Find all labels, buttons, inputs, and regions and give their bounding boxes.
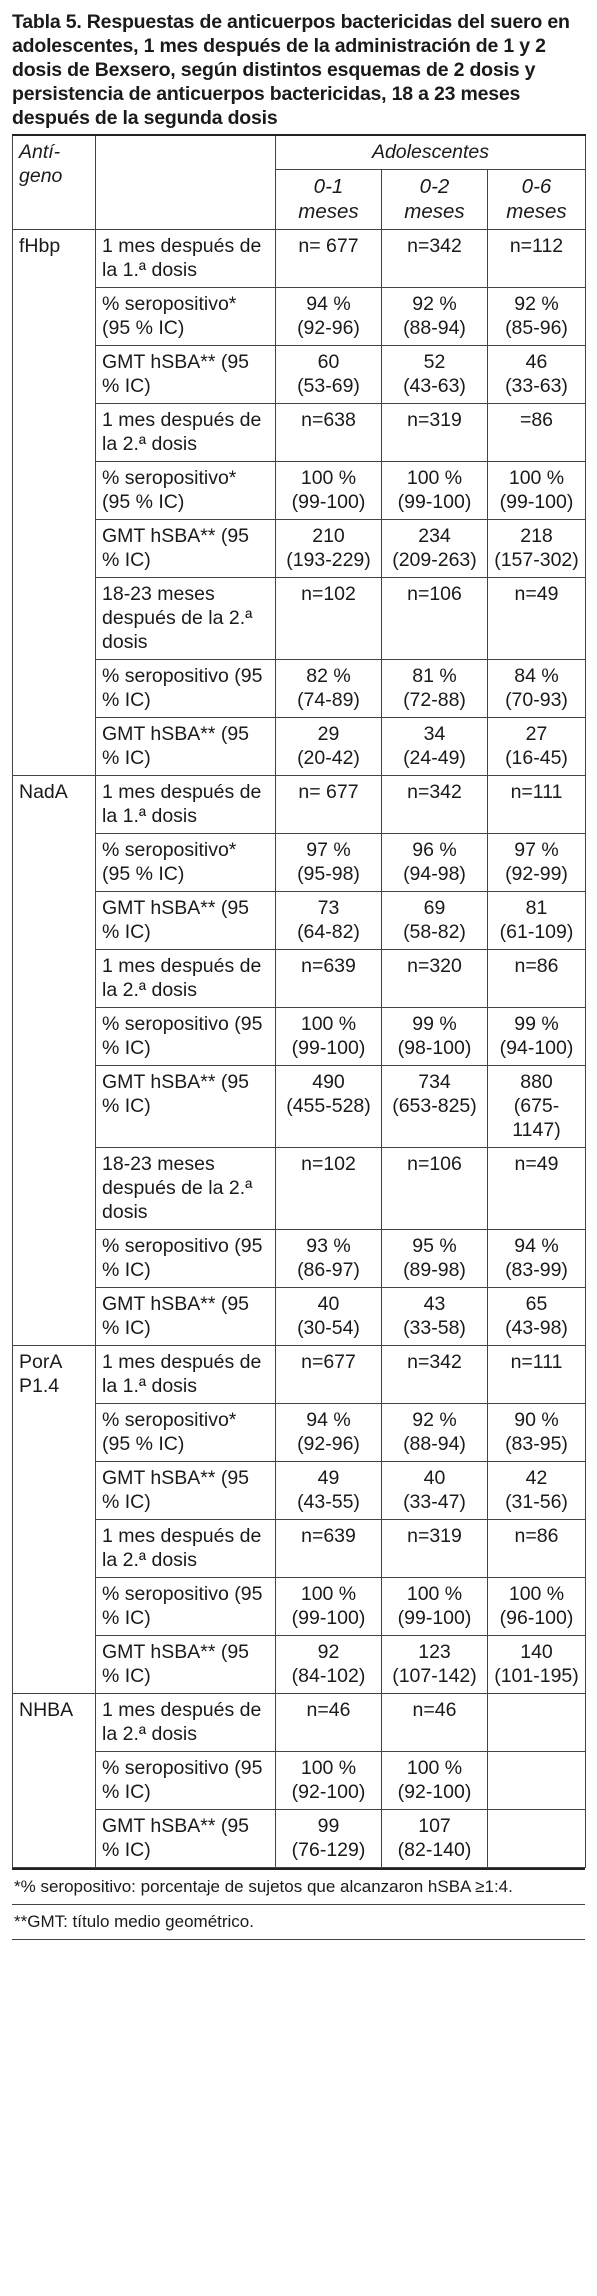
row-label: % seropositivo* (95 % IC) [96,288,276,346]
cell-value: n=319 [407,409,462,431]
value-cell [382,1066,488,1148]
cell-value: n=46 [412,1699,457,1721]
table-row [13,776,586,834]
cell-value: 234 [418,525,451,547]
cell-ci: (16-45) [505,747,568,769]
cell-ci: (99-100) [397,491,472,513]
value-cell [488,892,586,950]
table-row [13,1462,586,1520]
value-cell [276,1404,382,1462]
cell-value: 100 % [406,467,463,489]
value-cell [382,1288,488,1346]
value-cell [276,1288,382,1346]
cell-ci: (101-195) [494,1665,579,1687]
cell-ci: (653-825) [392,1095,477,1117]
cell-ci: (94-98) [403,863,466,885]
value-cell [488,1810,586,1868]
table-row [13,462,586,520]
table-row [13,1694,586,1752]
cell-ci: (24-49) [403,747,466,769]
cell-value: 81 [525,897,548,919]
cell-ci: (30-54) [297,1317,360,1339]
cell-value: 880 [520,1071,553,1093]
table-row [13,660,586,718]
value-cell [382,1008,488,1066]
value-cell [382,1578,488,1636]
cell-ci: (95-98) [297,863,360,885]
cell-value: 107 [418,1815,451,1837]
cell-ci: (20-42) [297,747,360,769]
value-cell [488,1230,586,1288]
value-cell [382,230,488,288]
cell-ci: (92-100) [397,1781,472,1803]
value-cell [276,230,382,288]
cell-ci: (82-140) [397,1839,472,1861]
table-caption [12,10,585,130]
cell-ci: (99-100) [291,1037,366,1059]
cell-value: 100 % [300,1757,357,1779]
value-cell [488,1520,586,1578]
row-label: 18-23 meses después de la 2.ª dosis [96,578,276,660]
cell-ci: (107-142) [392,1665,477,1687]
value-cell [382,1810,488,1868]
cell-value: n=111 [510,1351,563,1373]
table-row [13,1404,586,1462]
antibody-response-table [12,134,586,1868]
value-cell [488,1636,586,1694]
cell-value: n=639 [301,955,356,977]
value-cell [488,1148,586,1230]
value-cell [276,404,382,462]
cell-value: n=106 [407,1153,462,1175]
value-cell [488,346,586,404]
table-row [13,1008,586,1066]
cell-ci: (72-88) [403,689,466,711]
cell-value: 46 [525,351,548,373]
cell-value: 100 % [300,1013,357,1035]
schedule-header: 0-6 meses [488,170,586,230]
value-cell [488,776,586,834]
cell-ci: (99-100) [291,1607,366,1629]
cell-ci: (43-55) [297,1491,360,1513]
cell-value: n=49 [514,1153,559,1175]
cell-value: 96 % [412,839,457,861]
cell-ci: (99-100) [499,491,574,513]
value-cell [276,1148,382,1230]
cell-ci: (88-94) [403,1433,466,1455]
cell-value: n=319 [407,1525,462,1547]
antigen-column-header: Antí- geno [13,135,96,230]
cell-value: 92 % [412,293,457,315]
row-label: GMT hSBA** (95 % IC) [96,1288,276,1346]
value-cell [276,520,382,578]
value-cell [488,462,586,520]
value-cell [488,1752,586,1810]
cell-value: n=342 [407,781,462,803]
cell-ci: (33-63) [505,375,568,397]
value-cell [382,404,488,462]
value-cell [276,1752,382,1810]
value-cell [276,1520,382,1578]
value-cell [488,404,586,462]
cell-ci: (455-528) [286,1095,371,1117]
value-cell [276,1230,382,1288]
row-label: % seropositivo* (95 % IC) [96,462,276,520]
cell-value: n= 677 [298,781,359,803]
cell-value: 99 [317,1815,340,1837]
row-label: GMT hSBA** (95 % IC) [96,892,276,950]
row-label: 1 mes después de la 1.ª dosis [96,1346,276,1404]
value-cell [488,1346,586,1404]
value-cell [276,718,382,776]
table-row [13,892,586,950]
cell-ci: (157-302) [494,549,579,571]
value-cell [276,1008,382,1066]
row-label: % seropositivo (95 % IC) [96,1752,276,1810]
value-cell [488,1578,586,1636]
value-cell [382,1752,488,1810]
cell-value: 490 [312,1071,345,1093]
value-cell [276,892,382,950]
footnote-gmt: **GMT: título medio geométrico. [12,1905,585,1940]
cell-value: 40 [317,1293,340,1315]
value-cell [488,520,586,578]
cell-value: 100 % [508,1583,565,1605]
row-label: 1 mes después de la 2.ª dosis [96,404,276,462]
table-row [13,1520,586,1578]
cell-ci: (92-96) [297,1433,360,1455]
value-cell [382,346,488,404]
cell-value: 84 % [514,665,559,687]
cell-value: 734 [418,1071,451,1093]
antigen-name: NHBA [13,1694,96,1868]
cell-value: n=677 [301,1351,356,1373]
row-label: % seropositivo (95 % IC) [96,1230,276,1288]
value-cell [276,1346,382,1404]
cell-value: 82 % [306,665,351,687]
row-label: GMT hSBA** (95 % IC) [96,346,276,404]
antigen-name: fHbp [13,230,96,776]
cell-value: 90 % [514,1409,559,1431]
value-cell [382,1462,488,1520]
value-cell [382,1520,488,1578]
row-label: 1 mes después de la 2.ª dosis [96,950,276,1008]
age-group-header: Adolescentes [276,135,586,170]
cell-value: 40 [423,1467,446,1489]
cell-value: 94 % [514,1235,559,1257]
value-cell [276,1810,382,1868]
row-label: 1 mes después de la 2.ª dosis [96,1694,276,1752]
cell-ci: (92-96) [297,317,360,339]
table-row [13,1230,586,1288]
value-cell [276,462,382,520]
cell-value: 100 % [508,467,565,489]
cell-value: n=342 [407,1351,462,1373]
value-cell [276,776,382,834]
row-label: % seropositivo* (95 % IC) [96,1404,276,1462]
cell-ci: (99-100) [397,1607,472,1629]
value-cell [382,892,488,950]
row-label: % seropositivo* (95 % IC) [96,834,276,892]
table-row [13,1810,586,1868]
row-label: GMT hSBA** (95 % IC) [96,1636,276,1694]
table-row [13,1752,586,1810]
cell-ci: (83-99) [505,1259,568,1281]
cell-ci: (43-98) [505,1317,568,1339]
value-cell [276,578,382,660]
value-cell [382,1148,488,1230]
table-row [13,950,586,1008]
cell-value: 29 [317,723,340,745]
table-row [13,578,586,660]
cell-value: 94 % [306,1409,351,1431]
table-row [13,1066,586,1148]
cell-ci: (89-98) [403,1259,466,1281]
cell-value: 92 % [412,1409,457,1431]
value-cell [382,718,488,776]
cell-ci: (86-97) [297,1259,360,1281]
cell-ci: (84-102) [291,1665,366,1687]
table-row [13,1288,586,1346]
antigen-name: NadA [13,776,96,1346]
cell-value: 65 [525,1293,548,1315]
value-cell [276,1694,382,1752]
value-cell [488,1462,586,1520]
value-cell [488,230,586,288]
cell-value: 99 % [514,1013,559,1035]
cell-value: 73 [317,897,340,919]
cell-ci: (33-58) [403,1317,466,1339]
cell-value: 95 % [412,1235,457,1257]
row-label: 1 mes después de la 1.ª dosis [96,776,276,834]
value-cell [382,950,488,1008]
value-cell [276,660,382,718]
cell-value: n= 677 [298,235,359,257]
value-cell [276,1578,382,1636]
value-cell [488,1288,586,1346]
cell-ci: (209-263) [392,549,477,571]
antigen-name: PorA P1.4 [13,1346,96,1694]
value-cell [382,660,488,718]
value-cell [276,1462,382,1520]
row-label: GMT hSBA** (95 % IC) [96,1462,276,1520]
cell-ci: (43-63) [403,375,466,397]
caption-label: Tabla 5. [12,11,82,33]
cell-value: 99 % [412,1013,457,1035]
cell-value: 93 % [306,1235,351,1257]
table-row [13,718,586,776]
value-cell [276,346,382,404]
value-cell [276,950,382,1008]
table-row [13,404,586,462]
cell-value: 34 [423,723,446,745]
cell-value: n=111 [510,781,563,803]
cell-value: 218 [520,525,553,547]
value-cell [276,1636,382,1694]
cell-value: n=102 [301,1153,356,1175]
value-cell [382,1636,488,1694]
value-cell [276,1066,382,1148]
value-cell [276,834,382,892]
cell-ci: (53-69) [297,375,360,397]
cell-ci: (675-1147) [512,1095,561,1141]
cell-value: n=342 [407,235,462,257]
cell-value: 97 % [306,839,351,861]
footnote-seropositive: *% seropositivo: porcentaje de sujetos que alcanzaron hSBA ≥1:4. [12,1870,585,1905]
cell-ci: (92-100) [291,1781,366,1803]
cell-ci: (193-229) [286,549,371,571]
cell-value: 100 % [300,467,357,489]
cell-value: 81 % [412,665,457,687]
row-label: GMT hSBA** (95 % IC) [96,1066,276,1148]
cell-value: n=112 [509,235,564,257]
value-cell [488,834,586,892]
cell-value: 69 [423,897,446,919]
value-cell [488,578,586,660]
value-cell [488,660,586,718]
schedule-header: 0-1 meses [276,170,382,230]
cell-ci: (99-100) [291,491,366,513]
cell-value: 97 % [514,839,559,861]
value-cell [488,288,586,346]
row-label: % seropositivo (95 % IC) [96,1578,276,1636]
cell-value: n=86 [514,1525,559,1547]
cell-ci: (31-56) [505,1491,568,1513]
table-row [13,1636,586,1694]
cell-value: 100 % [406,1583,463,1605]
cell-ci: (96-100) [499,1607,574,1629]
value-cell [488,1404,586,1462]
value-cell [488,950,586,1008]
cell-ci: (70-93) [505,689,568,711]
caption-text: Respuestas de anticuerpos bactericidas del suero en adolescentes, 1 mes después de la administración de 1 y 2 dosis de Bexsero, según distintos esquemas de 2 dosis y persistencia de anticuerpos bactericidas, 18 a 23 meses después de la segunda dosis [12,11,570,129]
cell-ci: (33-47) [403,1491,466,1513]
cell-value: n=49 [514,583,559,605]
cell-ci: (58-82) [403,921,466,943]
row-label: GMT hSBA** (95 % IC) [96,520,276,578]
cell-ci: (88-94) [403,317,466,339]
value-cell [488,718,586,776]
cell-value: 100 % [300,1583,357,1605]
cell-value: 27 [525,723,548,745]
cell-value: 140 [520,1641,553,1663]
cell-ci: (74-89) [297,689,360,711]
value-cell [382,834,488,892]
schedule-header: 0-2 meses [382,170,488,230]
value-cell [276,288,382,346]
cell-value: n=106 [407,583,462,605]
row-label: GMT hSBA** (95 % IC) [96,1810,276,1868]
cell-value: n=86 [514,955,559,977]
cell-value: n=638 [301,409,356,431]
cell-ci: (94-100) [499,1037,574,1059]
cell-ci: (98-100) [397,1037,472,1059]
value-cell [488,1066,586,1148]
value-cell [382,1404,488,1462]
cell-value: 42 [525,1467,548,1489]
cell-value: 49 [317,1467,340,1489]
value-cell [382,776,488,834]
cell-ci: (76-129) [291,1839,366,1861]
value-cell [382,520,488,578]
cell-ci: (83-95) [505,1433,568,1455]
value-cell [382,288,488,346]
cell-value: 52 [423,351,446,373]
cell-value: n=46 [306,1699,351,1721]
footnotes [12,1868,585,1940]
table-row [13,834,586,892]
value-cell [382,462,488,520]
table-row [13,346,586,404]
table-row [13,520,586,578]
cell-value: 100 % [406,1757,463,1779]
cell-ci: (92-99) [505,863,568,885]
cell-value: n=639 [301,1525,356,1547]
row-label: 1 mes después de la 2.ª dosis [96,1520,276,1578]
value-cell [382,1230,488,1288]
cell-value: 92 [317,1641,340,1663]
cell-value: n=320 [407,955,462,977]
timepoint-column-header [96,135,276,230]
table-row [13,288,586,346]
row-label: GMT hSBA** (95 % IC) [96,718,276,776]
cell-value: 210 [312,525,345,547]
table-row [13,1346,586,1404]
cell-value: 60 [317,351,340,373]
table-row [13,1578,586,1636]
cell-ci: (61-109) [499,921,574,943]
row-label: % seropositivo (95 % IC) [96,1008,276,1066]
cell-ci: (64-82) [297,921,360,943]
row-label: 1 mes después de la 1.ª dosis [96,230,276,288]
value-cell [382,578,488,660]
cell-value: n=102 [301,583,356,605]
table-row [13,230,586,288]
table-body [13,230,586,1868]
value-cell [382,1346,488,1404]
row-label: % seropositivo (95 % IC) [96,660,276,718]
row-label: 18-23 meses después de la 2.ª dosis [96,1148,276,1230]
cell-value: 123 [418,1641,451,1663]
value-cell [488,1694,586,1752]
value-cell [382,1694,488,1752]
cell-value: =86 [519,409,554,431]
table-row [13,1148,586,1230]
cell-value: 94 % [306,293,351,315]
cell-value: 43 [423,1293,446,1315]
value-cell [488,1008,586,1066]
cell-ci: (85-96) [505,317,568,339]
cell-value: 92 % [514,293,559,315]
